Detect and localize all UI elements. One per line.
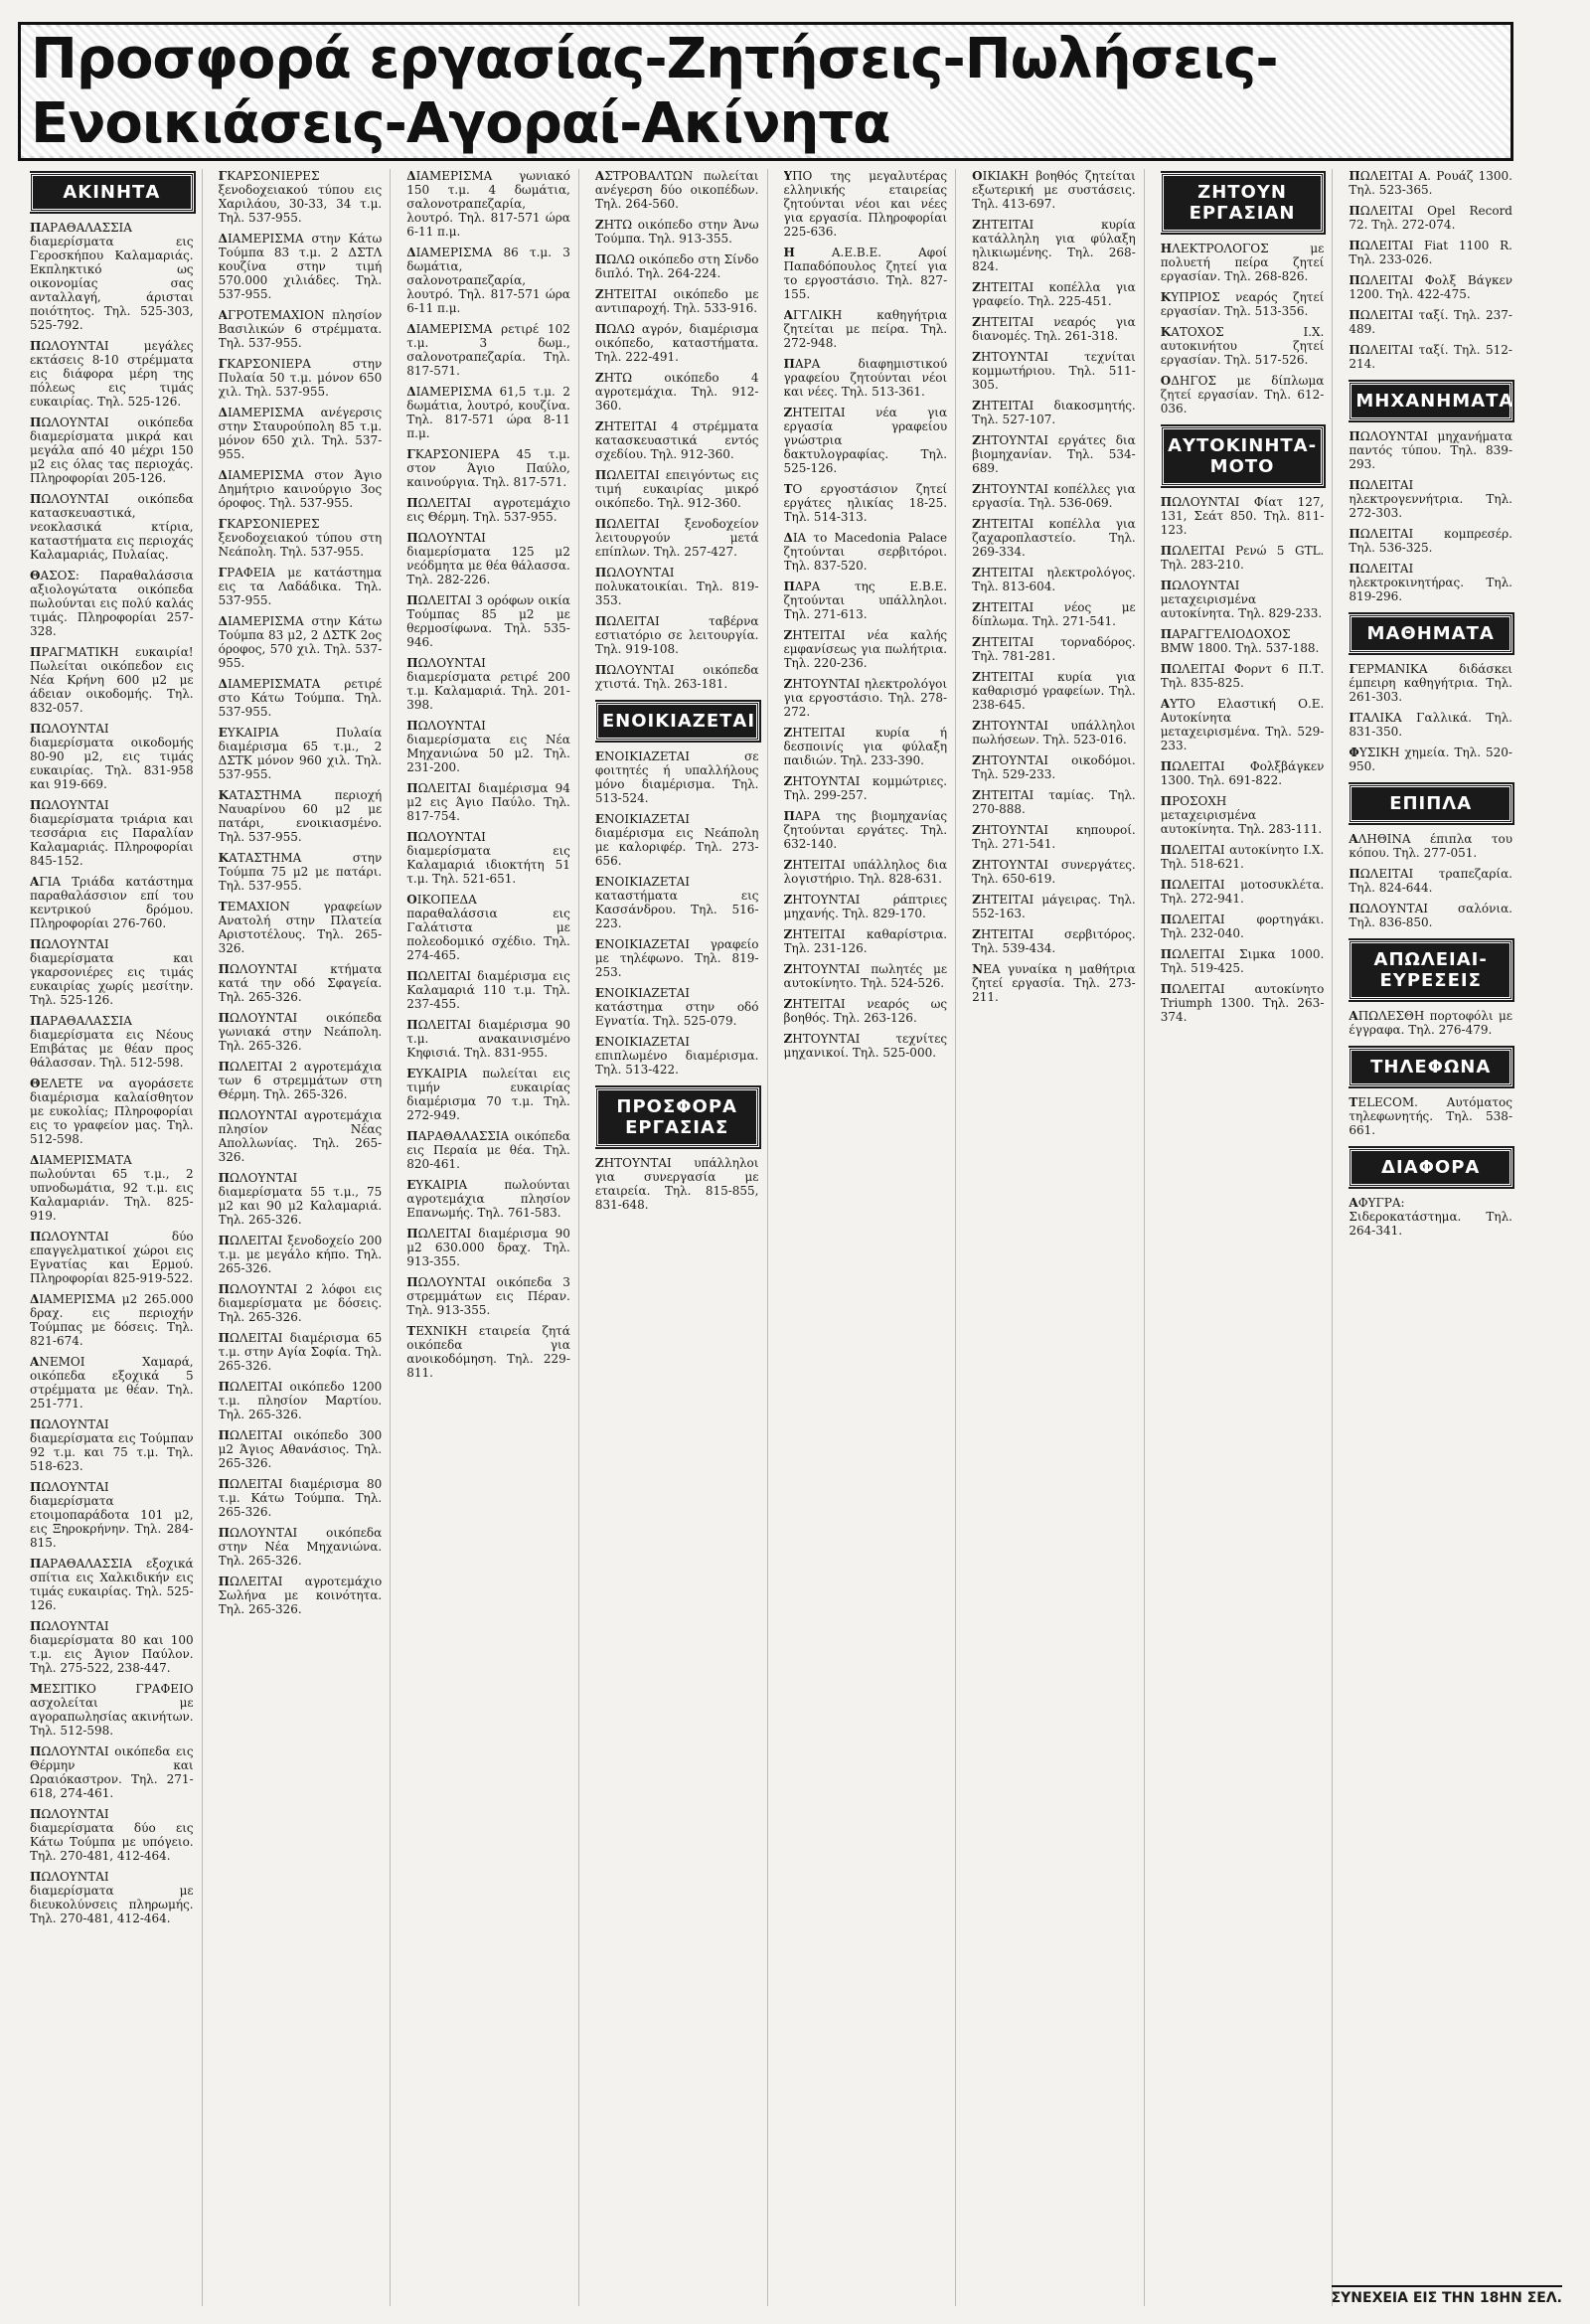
classified-ad: ΖΗΤΕΙΤΑΙ κοπέλλα για γραφείο. Τηλ. 225-451. [972,280,1136,308]
classified-ad: ΖΗΤΕΙΤΑΙ ταμίας. Τηλ. 270-888. [972,788,1136,816]
classified-ad: ΖΗΤΩ οικόπεδο στην Άνω Τούμπα. Τηλ. 913-355. [594,218,759,246]
classified-ad: ΠΩΛΟΥΝΤΑΙ διαμερίσματα εις Καλαμαριά ιδιοκτήτη 51 τ.μ. Τηλ. 521-651. [406,830,570,886]
classified-ad: ΠΩΛΕΙΤΑΙ ξενοδοχείο 200 τ.μ. με μεγάλο κήπο. Τηλ. 265-326. [218,1234,383,1275]
classified-ad: ΖΗΤΟΥΝΤΑΙ κομμώτριες. Τηλ. 299-257. [783,774,948,802]
classified-ad: ΕΥΚΑΙΡΙΑ Πυλαία διαμέρισμα 65 τ.μ., 2 ΔΣΤΚ μόνον 960 χιλ. Τηλ. 537-955. [218,726,383,781]
classified-ad: ΖΗΤΕΙΤΑΙ κυρία κατάλληλη για φύλαξη ηλικιωμένης. Τηλ. 268-824. [972,218,1136,273]
classified-ad: ΟΙΚΟΠΕΔΑ παραθαλάσσια εις Γαλάτιστα με πολεοδομικό σχέδιο. Τηλ. 274-465. [406,893,570,962]
classified-ad: ΤΟ εργοστάσιον ζητεί εργάτες ηλικίας 18-25. Τηλ. 514-313. [783,482,948,524]
classified-ad: ΔΙΑΜΕΡΙΣΜΑ ανέγερσις στην Σταυρούπολη 85 τ.μ. μόνον 650 χιλ. Τηλ. 537-955. [218,406,383,461]
classified-ad: ΖΗΤΕΙΤΑΙ υπάλληλος δια λογιστήριο. Τηλ. 828-631. [783,858,948,886]
classified-ad: ΠΑΡΑΘΑΛΑΣΣΙΑ εξοχικά σπίτια εις Χαλκιδικήν εις τιμάς ευκαιρίας. Τηλ. 525-126. [30,1557,194,1612]
ad-column [972,169,1145,2306]
classified-ad: ΠΩΛΕΙΤΑΙ Ρενώ 5 GTL. Τηλ. 283-210. [1160,544,1325,572]
classified-ad: ΖΗΤΟΥΝΤΑΙ πωλητές με αυτοκίνητο. Τηλ. 524-526. [783,962,948,990]
classified-ad: Η Α.Ε.Β.Ε. Αφοί Παπαδόπουλος ζητεί για το εργοστάσιο. Τηλ. 827-155. [783,246,948,301]
classified-ad: ΔΙΑ το Macedonia Palace ζητούνται σερβιτόροι. Τηλ. 837-520. [783,531,948,573]
classified-columns [30,169,1520,2306]
classified-ad: ΖΗΤΟΥΝΤΑΙ υπάλληλοι για συνεργασία με εταιρεία. Τηλ. 815-855, 831-648. [594,1156,759,1212]
classified-ad: ΠΩΛΕΙΤΑΙ αγροτεμάχιο εις Θέρμη. Τηλ. 537-955. [406,496,570,524]
classified-ad: ΖΗΤΕΙΤΑΙ μάγειρας. Τηλ. 552-163. [972,893,1136,920]
classified-ad: ΔΙΑΜΕΡΙΣΜΑΤΑ πωλούνται 65 τ.μ., 2 υπνοδωμάτια, 92 τ.μ. εις Καλαμαριάν. Τηλ. 825-919. [30,1153,194,1223]
classified-ad: ΠΡΟΣΟΧΗ μεταχειρισμένα αυτοκίνητα. Τηλ. 283-111. [1160,794,1323,836]
section-heading: ΖΗΤΟΥΝ ΕΡΓΑΣΙΑΝ [1161,173,1325,233]
classified-ad: ΠΩΛΕΙΤΑΙ διαμέρισμα 65 τ.μ. στην Αγία Σοφία. Τηλ. 265-326. [218,1331,383,1373]
classified-ad: ΖΗΤΟΥΝΤΑΙ κηπουροί. Τηλ. 271-541. [972,823,1136,851]
classified-ad: ΑΣΤΡΟΒΑΛΤΩΝ πωλείται ανέγερση δύο οικοπέδων. Τηλ. 264-560. [594,169,759,211]
section-heading: ΜΗΧΑΝΗΜΑΤΑ [1349,382,1512,420]
ad-column [1161,169,1334,2306]
classified-ad: ΕΝΟΙΚΙΑΖΕΤΑΙ κατάστημα στην οδό Εγνατία. Τηλ. 525-079. [594,986,759,1028]
ad-column [784,169,957,2306]
classified-ad: ΠΩΛΕΙΤΑΙ Φολξβάγκεν 1300. Τηλ. 691-822. [1160,759,1325,787]
classified-ad: ΠΩΛΟΥΝΤΑΙ δύο επαγγελματικοί χώροι εις Εγνατίας και Ερμού. Πληροφορίαι 825-919-522. [30,1230,194,1285]
classified-ad: ΠΩΛΟΥΝΤΑΙ διαμερίσματα οικοδομής 80-90 μ2, εις τιμάς ευκαιρίας. Τηλ. 831-958 και 919-669. [30,722,194,791]
classified-ad: ΠΩΛΕΙΤΑΙ διαμέρισμα 80 τ.μ. Κάτω Τούμπα. Τηλ. 265-326. [218,1477,383,1519]
classified-ad: ΖΗΤΕΙΤΑΙ τορναδόρος. Τηλ. 781-281. [972,635,1136,663]
classified-ad: ΕΝΟΙΚΙΑΖΕΤΑΙ καταστήματα εις Κασσάνδρου. Τηλ. 516-223. [594,875,759,930]
classified-ad: ΠΩΛΟΥΝΤΑΙ διαμερίσματα εις Νέα Μηχανιώνα 50 μ2. Τηλ. 231-200. [406,719,570,774]
classified-ad: ΠΩΛΕΙΤΑΙ ταξί. Τηλ. 237-489. [1349,308,1512,336]
classified-ad: ΠΩΛΕΙΤΑΙ 3 ορόφων οικία Τούμπας 85 μ2 με θερμοσίφωνα. Τηλ. 535-946. [406,593,570,649]
classified-ad: ΠΩΛΟΥΝΤΑΙ οικόπεδα κατασκευαστικά, νεοκλασικά κτίρια, καταστήματα εις περιοχάς Καλαμαριάς, Πυλαίας. [30,492,194,562]
classified-ad: ΖΗΤΕΙΤΑΙ νεαρός ως βοηθός. Τηλ. 263-126. [783,997,948,1025]
classified-ad: ΖΗΤΕΙΤΑΙ νέος με δίπλωμα. Τηλ. 271-541. [972,600,1136,628]
classified-ad: ΔΙΑΜΕΡΙΣΜΑΤΑ ρετιρέ στο Κάτω Τούμπα. Τηλ. 537-955. [218,677,383,719]
classified-ad: ΠΩΛΟΥΝΤΑΙ οικόπεδα χτιστά. Τηλ. 263-181. [594,663,759,691]
continuation-note: ΣΥΝΕΧΕΙΑ ΕΙΣ ΤΗΝ 18ΗΝ ΣΕΛ. [1332,2285,1562,2306]
classified-ad: ΠΑΡΑΘΑΛΑΣΣΙΑ οικόπεδα εις Περαία με θέα. Τηλ. 820-461. [406,1129,570,1171]
classified-ad: ΠΩΛΟΥΝΤΑΙ οικόπεδα διαμερίσματα μικρά και μεγάλα από 40 μέχρι 150 μ2 εις όλας τας περιοχάς. Πληροφορίαι 205-126. [30,415,194,485]
classified-ad: ΠΑΡΑ διαφημιστικού γραφείου ζητούνται νέοι και νέες. Τηλ. 513-361. [783,357,948,399]
classified-ad: ΠΩΛΟΥΝΤΑΙ μηχανήματα παντός τύπου. Τηλ. 839-293. [1349,429,1512,471]
classified-ad: ΠΩΛΕΙΤΑΙ Α. Ρουάζ 1300. Τηλ. 523-365. [1349,169,1512,197]
classified-ad: ΠΩΛΟΥΝΤΑΙ διαμερίσματα και γκαρσονιέρες εις τιμάς ευκαιρίας χωρίς μεσίτην. Τηλ. 525-126. [30,937,194,1007]
classified-ad: ΖΗΤΕΙΤΑΙ νέα για εργασία γραφείου γνώστρια δακτυλογραφίας. Τηλ. 525-126. [783,406,948,475]
classified-ad: ΖΗΤΕΙΤΑΙ διακοσμητής. Τηλ. 527-107. [972,399,1136,426]
classified-ad: ΕΝΟΙΚΙΑΖΕΤΑΙ διαμέρισμα εις Νεάπολη με καλοριφέρ. Τηλ. 273-656. [594,812,759,868]
section-heading: ΠΡΟΣΦΟΡΑ ΕΡΓΑΣΙΑΣ [595,1087,759,1147]
classified-ad: ΠΩΛΕΙΤΑΙ διαμέρισμα 90 μ2 630.000 δραχ. Τηλ. 913-355. [406,1227,570,1268]
classified-ad: ΠΑΡΑ της βιομηχανίας ζητούνται εργάτες. Τηλ. 632-140. [783,809,948,851]
section-heading: ΕΝΟΙΚΙΑΖΕΤΑΙ [595,702,759,741]
classified-ad: ΠΩΛΟΥΝΤΑΙ οικόπεδα γωνιακά στην Νεάπολη. Τηλ. 265-326. [218,1011,383,1053]
classified-ad: ΖΗΤΕΙΤΑΙ κυρία για καθαρισμό γραφείων. Τηλ. 238-645. [972,670,1136,712]
classified-ad: ΕΝΟΙΚΙΑΖΕΤΑΙ σε φοιτητές ή υπαλλήλους μόνο διαμέρισμα. Τηλ. 513-524. [594,749,759,805]
classified-ad: ΠΡΑΓΜΑΤΙΚΗ ευκαιρία! Πωλείται οικόπεδον εις Νέα Κρήνη 600 μ2 με άδειαν οικοδομής. Τηλ. 832-057. [30,645,194,715]
classified-ad: ΖΗΤΟΥΝΤΑΙ κοπέλλες για εργασία. Τηλ. 536-069. [972,482,1136,510]
classified-ad: ΖΗΤΟΥΝΤΑΙ εργάτες δια βιομηχανίαν. Τηλ. 534-689. [972,433,1136,475]
classified-ad: ΠΩΛΟΥΝΤΑΙ διαμερίσματα 125 μ2 νεόδμητα με θέα θάλασσα. Τηλ. 282-226. [406,531,570,586]
classified-ad: ΑΓΙΑ Τριάδα κατάστημα παραθαλάσσιον επί του κεντρικού δρόμου. Πληροφορίαι 276-760. [30,875,194,930]
classified-ad: ΠΩΛΟΥΝΤΑΙ διαμερίσματα δύο εις Κάτω Τούμπα με υπόγειο. Τηλ. 270-481, 412-464. [30,1807,194,1863]
classified-ad: ΠΩΛΟΥΝΤΑΙ Φίατ 127, 131, Σεάτ 850. Τηλ. 811-123. [1160,495,1325,537]
page-banner [18,22,1513,161]
classified-ad: ΠΩΛΕΙΤΑΙ 2 αγροτεμάχια των 6 στρεμμάτων στη Θέρμη. Τηλ. 265-326. [218,1060,383,1101]
classified-ad: ΠΩΛΕΙΤΑΙ αυτοκίνητο Ι.Χ. Τηλ. 518-621. [1160,843,1325,871]
classified-ad: ΖΗΤΟΥΝΤΑΙ οικοδόμοι. Τηλ. 529-233. [972,753,1136,781]
classified-ad: ΠΩΛΕΙΤΑΙ φορτηγάκι. Τηλ. 232-040. [1160,913,1325,940]
classified-ad: ΟΙΚΙΑΚΗ βοηθός ζητείται εξωτερική με συστάσεις. Τηλ. 413-697. [972,169,1136,211]
classified-ad: ΠΩΛΕΙΤΑΙ ηλεκτροκινητήρας. Τηλ. 819-296. [1349,562,1512,603]
classified-ad: ΠΩΛΕΙΤΑΙ αυτοκίνητο Triumph 1300. Τηλ. 263-374. [1160,982,1325,1024]
classified-ad: ΑΓΓΛΙΚΗ καθηγήτρια ζητείται με πείρα. Τηλ. 272-948. [783,308,948,350]
classified-ad: ΠΩΛΟΥΝΤΑΙ διαμερίσματα 55 τ.μ., 75 μ2 και 90 μ2 Καλαμαριά. Τηλ. 265-326. [218,1171,383,1227]
classified-ad: ΘΑΣΟΣ: Παραθαλάσσια αξιολογώτατα οικόπεδα πωλούνται εις πολύ καλάς τιμάς. Πληροφορίαι 257-328. [30,569,194,638]
classified-ad: ΑΓΡΟΤΕΜΑΧΙΟΝ πλησίον Βασιλικών 6 στρέμματα. Τηλ. 537-955. [218,308,383,350]
classified-ad: ΠΩΛΕΙΤΑΙ οικόπεδο 300 μ2 Άγιος Αθανάσιος. Τηλ. 265-326. [218,1428,383,1470]
classified-ad: ΓΚΑΡΣΟΝΙΕΡΑ στην Πυλαία 50 τ.μ. μόνον 650 χιλ. Τηλ. 537-955. [218,357,383,399]
classified-ad: ΠΩΛΟΥΝΤΑΙ 2 λόφοι εις διαμερίσματα με δόσεις. Τηλ. 265-326. [218,1282,383,1324]
classified-ad: ΤΕΧΝΙΚΗ εταιρεία ζητά οικόπεδα για ανοικοδόμηση. Τηλ. 229-811. [406,1324,570,1380]
classified-ad: ΖΗΤΕΙΤΑΙ καθαρίστρια. Τηλ. 231-126. [783,927,948,955]
classified-ad: ΠΑΡΑΘΑΛΑΣΣΙΑ διαμερίσματα εις Γεροσκήπου Καλαμαριάς. Εκπληκτικό ως οικονομίας σας ανταλλαγή, άρισται ποιότητος. Τηλ. 525-303, 525-792. [30,221,194,332]
section-heading: ΤΗΛΕΦΩΝΑ [1349,1048,1512,1086]
classified-ad: ΠΩΛΟΥΝΤΑΙ διαμερίσματα εις Τούμπαν 92 τ.μ. και 75 τ.μ. Τηλ. 518-623. [30,1417,194,1473]
classified-ad: ΖΗΤΕΙΤΑΙ νεαρός για διανομές. Τηλ. 261-318. [972,315,1136,343]
classified-ad: ΗΛΕΚΤΡΟΛΟΓΟΣ με πολυετή πείρα ζητεί εργασίαν. Τηλ. 268-826. [1160,242,1325,283]
classified-ad: ΠΩΛΟΥΝΤΑΙ οικόπεδα εις Θέρμην και Ωραιόκαστρον. Τηλ. 271-618, 274-461. [30,1744,194,1800]
classified-ad: ΔΙΑΜΕΡΙΣΜΑ στην Κάτω Τούμπα 83 μ2, 2 ΔΣΤΚ 2ος όροφος, 570 χιλ. Τηλ. 537-955. [218,614,383,670]
classified-ad: ΖΗΤΩ οικόπεδο 4 αγροτεμάχια. Τηλ. 912-360. [594,371,759,413]
classified-ad: ΠΩΛΟΥΝΤΑΙ οικόπεδα στην Νέα Μηχανιώνα. Τηλ. 265-326. [218,1526,383,1568]
classified-ad: ΠΩΛΟΥΝΤΑΙ κτήματα κατά την οδό Σφαγεία. Τηλ. 265-326. [218,962,383,1004]
classified-ad: ΤΕΜΑΧΙΟΝ γραφείων Ανατολή στην Πλατεία Αριστοτέλους. Τηλ. 265-326. [218,900,383,955]
classified-ad: ΓΕΡΜΑΝΙΚΑ διδάσκει έμπειρη καθηγήτρια. Τηλ. 261-303. [1349,662,1512,704]
section-heading: ΑΠΩΛΕΙΑΙ-ΕΥΡΕΣΕΙΣ [1349,940,1512,1000]
section-heading: ΔΙΑΦΟΡΑ [1349,1148,1512,1187]
classified-ad: ΓΡΑΦΕΙΑ με κατάστημα εις τα Λαδάδικα. Τηλ. 537-955. [218,566,383,607]
banner-title: Προσφορά εργασίας-Ζητήσεις-Πωλήσεις-Ενοικιάσεις-Αγοραί-Ακίνητα [21,27,1510,156]
classified-ad: ΜΕΣΙΤΙΚΟ ΓΡΑΦΕΙΟ ασχολείται με αγοραπωλησίας ακινήτων. Τηλ. 512-598. [30,1682,194,1738]
classified-ad: ΖΗΤΕΙΤΑΙ ηλεκτρολόγος. Τηλ. 813-604. [972,566,1136,593]
classified-ad: ΠΩΛΕΙΤΑΙ αγροτεμάχιο Σωλήνα με κοινότητα. Τηλ. 265-326. [218,1575,383,1616]
classified-ad: ΠΑΡΑ της Ε.Β.Ε. ζητούνται υπάλληλοι. Τηλ. 271-613. [783,580,948,621]
classified-ad: ΑΝΕΜΟΙ Χαμαρά, οικόπεδα εξοχικά 5 στρέμματα με θέαν. Τηλ. 251-771. [30,1355,194,1411]
classified-ad: ΠΩΛΕΙΤΑΙ τραπεζαρία. Τηλ. 824-644. [1349,867,1512,895]
classified-ad: ΖΗΤΟΥΝΤΑΙ τεχνίτες μηχανικοί. Τηλ. 525-000. [783,1032,948,1060]
classified-ad: ΠΩΛΕΙΤΑΙ Opel Record 72. Τηλ. 272-074. [1349,204,1512,232]
classified-ad: ΖΗΤΕΙΤΑΙ οικόπεδο με αντιπαροχή. Τηλ. 533-916. [594,287,759,315]
classified-ad: ΠΩΛΕΙΤΑΙ Fiat 1100 R. Τηλ. 233-026. [1349,239,1512,266]
classified-ad: ΔΙΑΜΕΡΙΣΜΑ στην Κάτω Τούμπα 83 τ.μ. 2 ΔΣΤΛ κουζίνα στην τιμή 570.000 χιλιάδες. Τηλ. 537-955. [218,232,383,301]
classified-ad: ΦΥΣΙΚΗ χημεία. Τηλ. 520-950. [1349,746,1512,773]
ad-column [219,169,392,2306]
classified-ad: ΟΔΗΓΟΣ με δίπλωμα ζητεί εργασίαν. Τηλ. 612-036. [1160,374,1325,415]
classified-ad: ΚΑΤΑΣΤΗΜΑ περιοχή Ναυαρίνου 60 μ2 με πατάρι, ενοικιασμένο. Τηλ. 537-955. [218,788,383,844]
classified-ad: ΠΩΛΟΥΝΤΑΙ σαλόνια. Τηλ. 836-850. [1349,902,1512,929]
classified-ad: ΠΩΛΟΥΝΤΑΙ διαμερίσματα τριάρια και τεσσάρια εις Παραλίαν Καλαμαριάς. Πληροφορίαι 845-152. [30,798,194,868]
ad-column [595,169,768,2306]
classified-ad: ΖΗΤΟΥΝΤΑΙ τεχνίται κομμωτήριου. Τηλ. 511-305. [972,350,1136,392]
classified-ad: ΠΑΡΑΘΑΛΑΣΣΙΑ διαμερίσματα εις Νέους Επιβάτας με θέαν προς θάλασσαν. Τηλ. 512-598. [30,1014,194,1070]
classified-ad: ΔΙΑΜΕΡΙΣΜΑ ρετιρέ 102 τ.μ. 3 δωμ., σαλονοτραπεζαρία. Τηλ. 817-571. [406,322,570,378]
classified-ad: ΔΙΑΜΕΡΙΣΜΑ 61,5 τ.μ. 2 δωμάτια, λουτρό, κουζίνα. Τηλ. 817-571 ώρα 8-11 π.μ. [406,385,570,440]
ad-column [30,169,203,2306]
classified-ad: ΠΩΛΟΥΝΤΑΙ πολυκατοικίαι. Τηλ. 819-353. [594,566,759,607]
classified-ad: ΚΑΤΟΧΟΣ Ι.Χ. αυτοκινήτου ζητεί εργασίαν. Τηλ. 517-526. [1160,325,1325,367]
classified-ad: ΠΩΛΟΥΝΤΑΙ διαμερίσματα με διευκολύνσεις πληρωμής. Τηλ. 270-481, 412-464. [30,1870,194,1925]
classified-ad: ΠΩΛΕΙΤΑΙ διαμέρισμα 90 τ.μ. ανακαινισμένο Κηφισιά. Τηλ. 831-955. [406,1018,570,1060]
classified-ad: ΖΗΤΟΥΝΤΑΙ συνεργάτες. Τηλ. 650-619. [972,858,1136,886]
classified-ad: ΠΩΛΕΙΤΑΙ ταξί. Τηλ. 512-214. [1349,343,1512,371]
classified-ad: ΕΥΚΑΙΡΙΑ πωλούνται αγροτεμάχια πλησίον Επανωμής. Τηλ. 761-583. [406,1178,570,1220]
classified-ad: ΠΩΛΕΙΤΑΙ Σιμκα 1000. Τηλ. 519-425. [1160,947,1325,975]
classified-ad: ΠΑΡΑΓΓΕΛΙΟΔΟΧΟΣ BMW 1800. Τηλ. 537-188. [1160,627,1320,655]
classified-ad: ΖΗΤΕΙΤΑΙ σερβιτόρος. Τηλ. 539-434. [972,927,1136,955]
classified-ad: ΠΩΛΟΥΝΤΑΙ διαμερίσματα ετοιμοπαράδοτα 101 μ2, εις Ξηροκρήνην. Τηλ. 284-815. [30,1480,194,1550]
ad-column [406,169,579,2306]
section-heading: ΑΥΤΟΚΙΝΗΤΑ-ΜΟΤΟ [1161,426,1325,486]
classified-ad: ΠΩΛΟΥΝΤΑΙ διαμερίσματα 80 και 100 τ.μ. εις Άγιον Παύλον. Τηλ. 275-522, 238-447. [30,1619,194,1675]
classified-ad: ΖΗΤΕΙΤΑΙ νέα καλής εμφανίσεως για πωλήτρια. Τηλ. 220-236. [783,628,948,670]
classified-ad: ΕΥΚΑΙΡΙΑ πωλείται εις τιμήν ευκαιρίας διαμέρισμα 70 τ.μ. Τηλ. 272-949. [406,1067,570,1122]
classified-ad: ΥΠΟ της μεγαλυτέρας ελληνικής εταιρείας ζητούνται νέοι και νέες για εργασία. Πληροφορίαι 225-636. [783,169,948,239]
classified-ad: ΠΩΛΕΙΤΑΙ μοτοσυκλέτα. Τηλ. 272-941. [1160,878,1325,906]
ad-column [1349,169,1520,2306]
classified-ad: ΑΛΗΘΙΝΑ έπιπλα του κόπου. Τηλ. 277-051. [1349,832,1512,860]
classified-ad: ΠΩΛΕΙΤΑΙ επειγόντως εις τιμή ευκαιρίας μικρό οικόπεδο. Τηλ. 912-360. [594,468,759,510]
classified-ad: ΠΩΛΕΙΤΑΙ κομπρεσέρ. Τηλ. 536-325. [1349,527,1512,555]
classified-ad: ΠΩΛΕΙΤΑΙ ηλεκτρογεννήτρια. Τηλ. 272-303. [1349,478,1512,520]
classified-ad: ΔΙΑΜΕΡΙΣΜΑ μ2 265.000 δραχ. εις περιοχήν Τούμπας με δόσεις. Τηλ. 821-674. [30,1292,194,1348]
classified-ad: ΠΩΛΕΙΤΑΙ διαμέρισμα εις Καλαμαριά 110 τ.μ. Τηλ. 237-455. [406,969,570,1011]
classified-ad: ΔΙΑΜΕΡΙΣΜΑ γωνιακό 150 τ.μ. 4 δωμάτια, σαλονοτραπεζαρία, λουτρό. Τηλ. 817-571 ώρα 6-11 π.μ. [406,169,570,239]
classified-ad: ΕΝΟΙΚΙΑΖΕΤΑΙ γραφείο με τηλέφωνο. Τηλ. 819-253. [594,937,759,979]
classified-ad: ΠΩΛΩ αγρόν, διαμέρισμα οικόπεδο, καταστήματα. Τηλ. 222-491. [594,322,759,364]
classified-ad: ΝΕΑ γυναίκα η μαθήτρια ζητεί εργασία. Τηλ. 273-211. [972,962,1136,1004]
classified-ad: ΠΩΛΕΙΤΑΙ ξενοδοχείον λειτουργούν μετά επίπλων. Τηλ. 257-427. [594,517,759,559]
classified-ad: ΔΙΑΜΕΡΙΣΜΑ 86 τ.μ. 3 δωμάτια, σαλονοτραπεζαρία, λουτρό. Τηλ. 817-571 ώρα 6-11 π.μ. [406,246,570,315]
classified-ad: ΠΩΛΟΥΝΤΑΙ μεγάλες εκτάσεις 8-10 στρέμματα εις διάφορα μέρη της πόλεως εις τιμάς ευκαιρίας. Τηλ. 525-126. [30,339,194,409]
classified-ad: ΑΠΩΛΕΣΘΗ πορτοφόλι με έγγραφα. Τηλ. 276-479. [1349,1009,1512,1037]
classified-ad: ΠΩΛΟΥΝΤΑΙ διαμερίσματα ρετιρέ 200 τ.μ. Καλαμαριά. Τηλ. 201-398. [406,656,570,712]
classified-ad: ΠΩΛΟΥΝΤΑΙ αγροτεμάχια πλησίον Νέας Απολλωνίας. Τηλ. 265-326. [218,1108,383,1164]
classified-ad: TELECOM. Αυτόματος τηλεφωνητής. Τηλ. 538-661. [1349,1095,1512,1137]
classified-ad: ΕΝΟΙΚΙΑΖΕΤΑΙ επιπλωμένο διαμέρισμα. Τηλ. 513-422. [594,1035,759,1077]
classified-ad: ΑΦΥΓΡΑ: Σιδεροκατάστημα. Τηλ. 264-341. [1349,1196,1512,1238]
classified-ad: ΖΗΤΕΙΤΑΙ κοπέλλα για ζαχαροπλαστείο. Τηλ. 269-334. [972,517,1136,559]
classified-ad: ΠΩΛΟΥΝΤΑΙ οικόπεδα 3 στρεμμάτων εις Πέραν. Τηλ. 913-355. [406,1275,570,1317]
classified-ad: ΠΩΛΟΥΝΤΑΙ μεταχειρισμένα αυτοκίνητα. Τηλ. 829-233. [1160,579,1323,620]
classified-ad: ΠΩΛΩ οικόπεδο στη Σίνδο διπλό. Τηλ. 264-224. [594,252,759,280]
classified-ad: ΓΚΑΡΣΟΝΙΕΡΑ 45 τ.μ. στον Άγιο Παύλο, καινούργια. Τηλ. 817-571. [406,447,570,489]
section-heading: ΜΑΘΗΜΑΤΑ [1349,614,1512,653]
classified-ad: ΓΚΑΡΣΟΝΙΕΡΕΣ ξενοδοχειακού τύπου εις Χαριλάου, 30-33, 34 τ.μ. Τηλ. 537-955. [218,169,383,225]
classified-ad: ΘΕΛΕΤΕ να αγοράσετε διαμέρισμα καλαίσθητον με ευκολίας; Πληροφορίαι εις το γραφείον μας. Τηλ. 512-598. [30,1077,194,1146]
classified-ad: ΖΗΤΟΥΝΤΑΙ ράπτριες μηχανής. Τηλ. 829-170. [783,893,948,920]
classified-ad: ΙΤΑΛΙΚΑ Γαλλικά. Τηλ. 831-350. [1349,711,1512,739]
classified-ad: ΖΗΤΟΥΝΤΑΙ ηλεκτρολόγοι για εργοστάσιο. Τηλ. 278-272. [783,677,948,719]
classified-ad: ΠΩΛΕΙΤΑΙ διαμέρισμα 94 μ2 εις Άγιο Παύλο. Τηλ. 817-754. [406,781,570,823]
classified-ad: ΠΩΛΕΙΤΑΙ Φορντ 6 Π.Τ. Τηλ. 835-825. [1160,662,1325,690]
classified-ad: ΔΙΑΜΕΡΙΣΜΑ στον Άγιο Δημήτριο καινούργιο 3ος όροφος. Τηλ. 537-955. [218,468,383,510]
section-heading: ΑΚΙΝΗΤΑ [30,173,194,212]
classified-ad: ΚΥΠΡΙΟΣ νεαρός ζητεί εργασίαν. Τηλ. 513-356. [1160,290,1325,318]
classified-ad: ΖΗΤΟΥΝΤΑΙ υπάλληλοι πωλήσεων. Τηλ. 523-016. [972,719,1136,747]
classified-ad: ΠΩΛΕΙΤΑΙ οικόπεδο 1200 τ.μ. πλησίον Μαρτίου. Τηλ. 265-326. [218,1380,383,1421]
classified-ad: ΓΚΑΡΣΟΝΙΕΡΕΣ ξενοδοχειακού τύπου στη Νεάπολη. Τηλ. 537-955. [218,517,383,559]
classified-ad: ΚΑΤΑΣΤΗΜΑ στην Τούμπα 75 μ2 με πατάρι. Τηλ. 537-955. [218,851,383,893]
classified-ad: ΠΩΛΕΙΤΑΙ ταβέρνα εστιατόριο σε λειτουργία. Τηλ. 919-108. [594,614,759,656]
section-heading: ΕΠΙΠΛΑ [1349,784,1512,823]
classified-ad: ΖΗΤΕΙΤΑΙ 4 στρέμματα κατασκευαστικά εντός σχεδίου. Τηλ. 912-360. [594,419,759,461]
classified-ad: ΠΩΛΕΙΤΑΙ Φολξ Βάγκεν 1200. Τηλ. 422-475. [1349,273,1512,301]
classified-ad: ΑΥΤΟ Ελαστική Ο.Ε. Αυτοκίνητα μεταχειρισμένα. Τηλ. 529-233. [1160,697,1325,752]
classified-ad: ΖΗΤΕΙΤΑΙ κυρία ή δεσποινίς για φύλαξη παιδιών. Τηλ. 233-390. [783,726,948,767]
